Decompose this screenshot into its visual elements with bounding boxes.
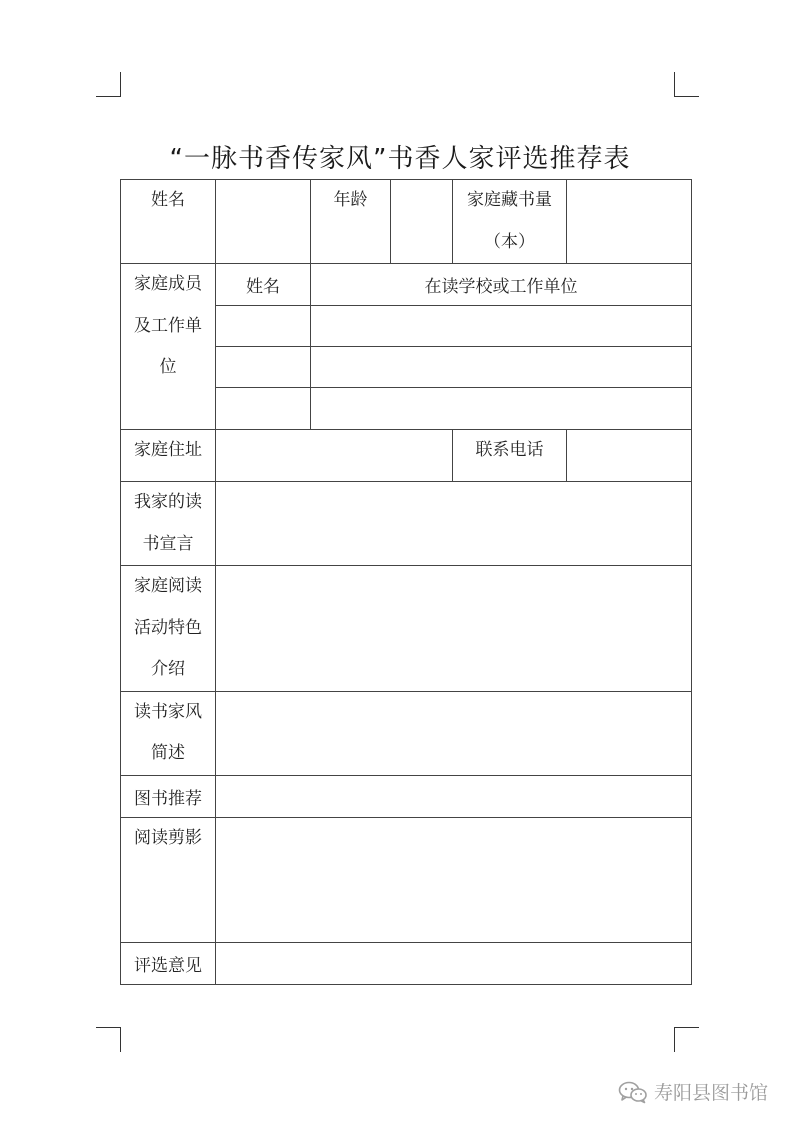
address-label-cell: [121, 430, 216, 482]
phone-input-cell[interactable]: [567, 430, 692, 482]
recommend-label: 图书推荐: [134, 788, 202, 809]
declaration-label: [121, 482, 215, 565]
member-3-name-cell[interactable]: [216, 388, 311, 430]
member-1-name-cell[interactable]: [216, 306, 311, 347]
opinion-label-cell: [121, 942, 216, 984]
member-1-school-cell[interactable]: [311, 306, 692, 347]
opinion-input-cell[interactable]: [216, 942, 692, 984]
recommend-input-cell[interactable]: [216, 775, 692, 817]
members-col-school: 在读学校或工作单位: [424, 277, 578, 297]
books-input-cell[interactable]: [567, 180, 692, 264]
books-label-line1: 家庭藏书量: [467, 190, 552, 210]
row-address: [121, 430, 692, 482]
age-label-cell: [311, 180, 391, 264]
members-col-name: 姓名: [246, 277, 280, 297]
row-declaration: [121, 482, 692, 566]
crop-mark-bottom-left: [96, 1027, 121, 1052]
activities-label-line1: 家庭阅读: [134, 576, 202, 596]
recommendation-form-table: [120, 179, 692, 985]
row-members-header: [121, 264, 692, 306]
books-label-line2: （本）: [484, 231, 535, 252]
family-style-label-line1: 读书家风: [134, 701, 202, 722]
members-col-school-cell: [311, 264, 692, 306]
crop-mark-top-right: [674, 72, 699, 97]
family-style-label: [121, 692, 215, 775]
address-input-cell[interactable]: [216, 430, 453, 482]
activities-input-cell[interactable]: [216, 566, 692, 692]
crop-mark-top-left: [96, 72, 121, 97]
member-2-school-cell[interactable]: [311, 347, 692, 388]
activities-label: [121, 566, 215, 691]
photos-input-cell[interactable]: [216, 817, 692, 942]
activities-label-line3: 介绍: [151, 659, 185, 679]
members-label-line3: 位: [159, 357, 177, 377]
phone-label: 联系电话: [475, 440, 544, 460]
crop-mark-bottom-right: [674, 1027, 699, 1052]
family-style-label-cell: [121, 691, 216, 775]
wechat-icon: [618, 1080, 648, 1104]
photos-label: 阅读剪影: [134, 827, 202, 848]
members-label-cell: [121, 264, 216, 430]
photos-label-cell: [121, 817, 216, 942]
page-title: “一脉书香传家风”书香人家评选推荐表: [169, 144, 631, 174]
row-family-style: [121, 691, 692, 775]
family-style-label-line2: 简述: [151, 743, 185, 763]
opinion-label: 评选意见: [134, 955, 202, 976]
age-label: 年龄: [333, 190, 368, 210]
family-style-input-cell[interactable]: [216, 691, 692, 775]
members-col-name-cell: [216, 264, 311, 306]
activities-label-line2: 活动特色: [134, 617, 202, 638]
age-input-cell[interactable]: [391, 180, 453, 264]
row-photos: [121, 817, 692, 942]
books-label-cell: [453, 180, 567, 264]
members-label: [121, 264, 215, 389]
row-opinion: [121, 942, 692, 984]
declaration-label-line2: 书宣言: [142, 533, 194, 554]
watermark-text: 寿阳县图书馆: [653, 1082, 768, 1104]
name-label-cell: [121, 180, 216, 264]
name-input-cell[interactable]: [216, 180, 311, 264]
member-2-name-cell[interactable]: [216, 347, 311, 388]
books-label: [453, 180, 566, 263]
members-label-line2: 及工作单: [134, 315, 202, 336]
activities-label-cell: [121, 566, 216, 692]
row-activities: [121, 566, 692, 692]
row-basic-info: [121, 180, 692, 264]
declaration-label-cell: [121, 482, 216, 566]
address-label: 家庭住址: [134, 440, 202, 460]
declaration-input-cell[interactable]: [216, 482, 692, 566]
declaration-label-line1: 我家的读: [134, 492, 202, 512]
watermark: [618, 1078, 768, 1105]
phone-label-cell: [453, 430, 567, 482]
members-label-line1: 家庭成员: [134, 274, 202, 294]
name-label: 姓名: [151, 190, 185, 210]
